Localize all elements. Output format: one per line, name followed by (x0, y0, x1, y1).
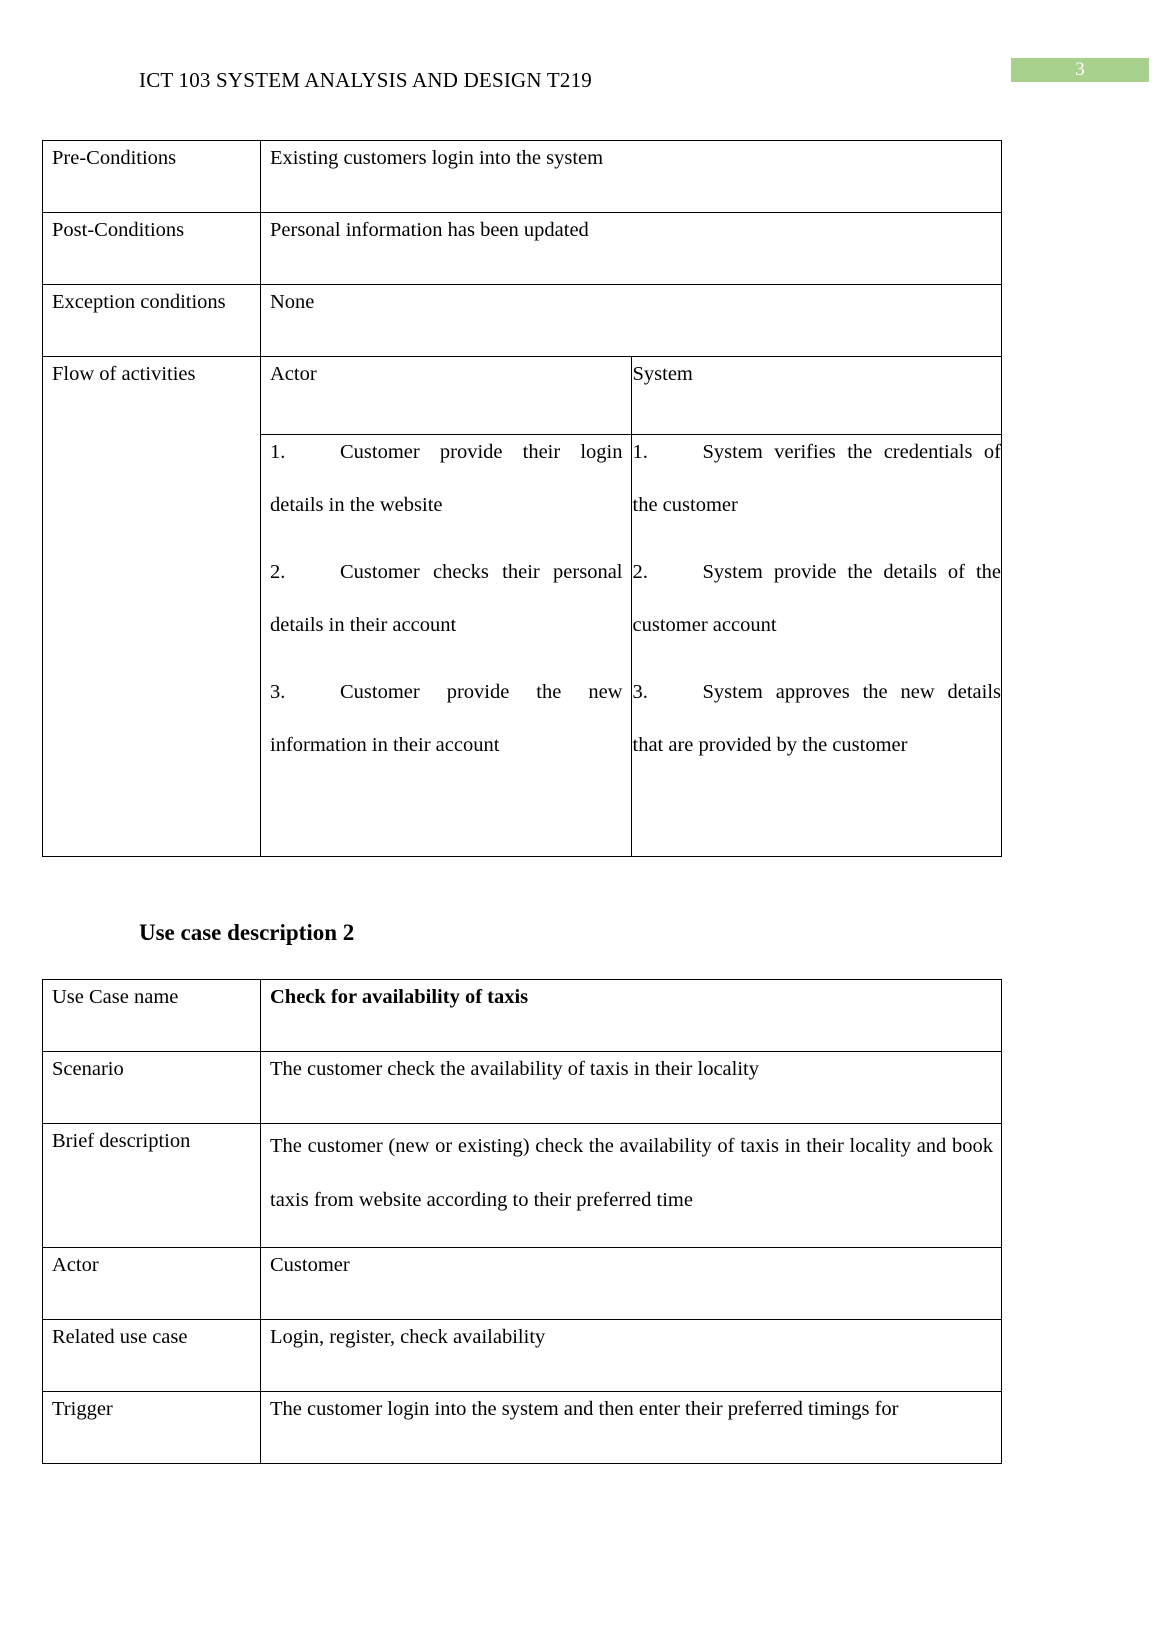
row-label: Pre-Conditions (43, 141, 261, 213)
page-number: 3 (1011, 58, 1149, 82)
row-label: Use Case name (43, 980, 261, 1052)
table-row (43, 213, 1002, 285)
table-row (43, 1392, 1002, 1464)
row-label: Actor (43, 1248, 261, 1320)
section-heading: Use case description 2 (139, 920, 355, 945)
actor-step (270, 666, 623, 772)
flow-header-row (261, 357, 1001, 435)
row-label: Scenario (43, 1052, 261, 1124)
system-step (633, 426, 1002, 532)
actor-step (270, 546, 623, 652)
flow-table (261, 357, 1001, 856)
table-row (43, 285, 1002, 357)
flow-steps-row (261, 435, 1001, 857)
step-number: 2. (632, 561, 648, 583)
use-case-table-1 (42, 140, 1002, 857)
row-value: Personal information has been updated (261, 213, 1002, 285)
step-number: 3. (270, 681, 286, 703)
actor-steps (261, 435, 631, 857)
step-text: System provide the details of the customer account (632, 561, 1001, 636)
row-label: Flow of activities (43, 357, 261, 857)
table-row (43, 141, 1002, 213)
table-row-flow (43, 357, 1002, 857)
use-case-table-2 (42, 979, 1002, 1464)
row-value: Existing customers login into the system (261, 141, 1002, 213)
flow-of-activities-cell (261, 357, 1002, 857)
system-step (633, 666, 1002, 772)
row-value (261, 1124, 1002, 1248)
step-text: Customer checks their personal details in their account (270, 561, 623, 636)
table-row (43, 1320, 1002, 1392)
step-text: System approves the new details that are provided by the customer (632, 681, 1001, 756)
step-text: System verifies the credentials of the customer (632, 441, 1001, 516)
table-row (43, 1248, 1002, 1320)
step-text: Customer provide the new information in their account (270, 681, 623, 756)
row-label: Brief description (43, 1124, 261, 1248)
table-row (43, 1052, 1002, 1124)
system-steps (631, 435, 1001, 857)
system-step (633, 546, 1002, 652)
step-number: 2. (270, 561, 286, 583)
use-case-name-value: Check for availability of taxis (261, 980, 1002, 1052)
row-value: Customer (261, 1248, 1002, 1320)
step-number: 1. (632, 441, 648, 463)
row-value: The customer check the availability of taxis in their locality (261, 1052, 1002, 1124)
actor-column-header: Actor (261, 357, 631, 435)
row-label: Exception conditions (43, 285, 261, 357)
brief-description-text: The customer (new or existing) check the availability of taxis in their locality and book taxis from website according to their preferred time (270, 1135, 993, 1211)
row-value: Login, register, check availability (261, 1320, 1002, 1392)
step-number: 3. (632, 681, 648, 703)
document-header-title: ICT 103 SYSTEM ANALYSIS AND DESIGN T219 (139, 68, 592, 92)
row-value: None (261, 285, 1002, 357)
row-value: The customer login into the system and then enter their preferred timings for (261, 1392, 1002, 1464)
step-text: Customer provide their login details in the website (270, 441, 623, 516)
system-column-header: System (631, 357, 1001, 435)
row-label: Post-Conditions (43, 213, 261, 285)
actor-step (270, 426, 623, 532)
step-number: 1. (270, 441, 286, 463)
table-row (43, 980, 1002, 1052)
row-label: Trigger (43, 1392, 261, 1464)
table-row (43, 1124, 1002, 1248)
row-label: Related use case (43, 1320, 261, 1392)
